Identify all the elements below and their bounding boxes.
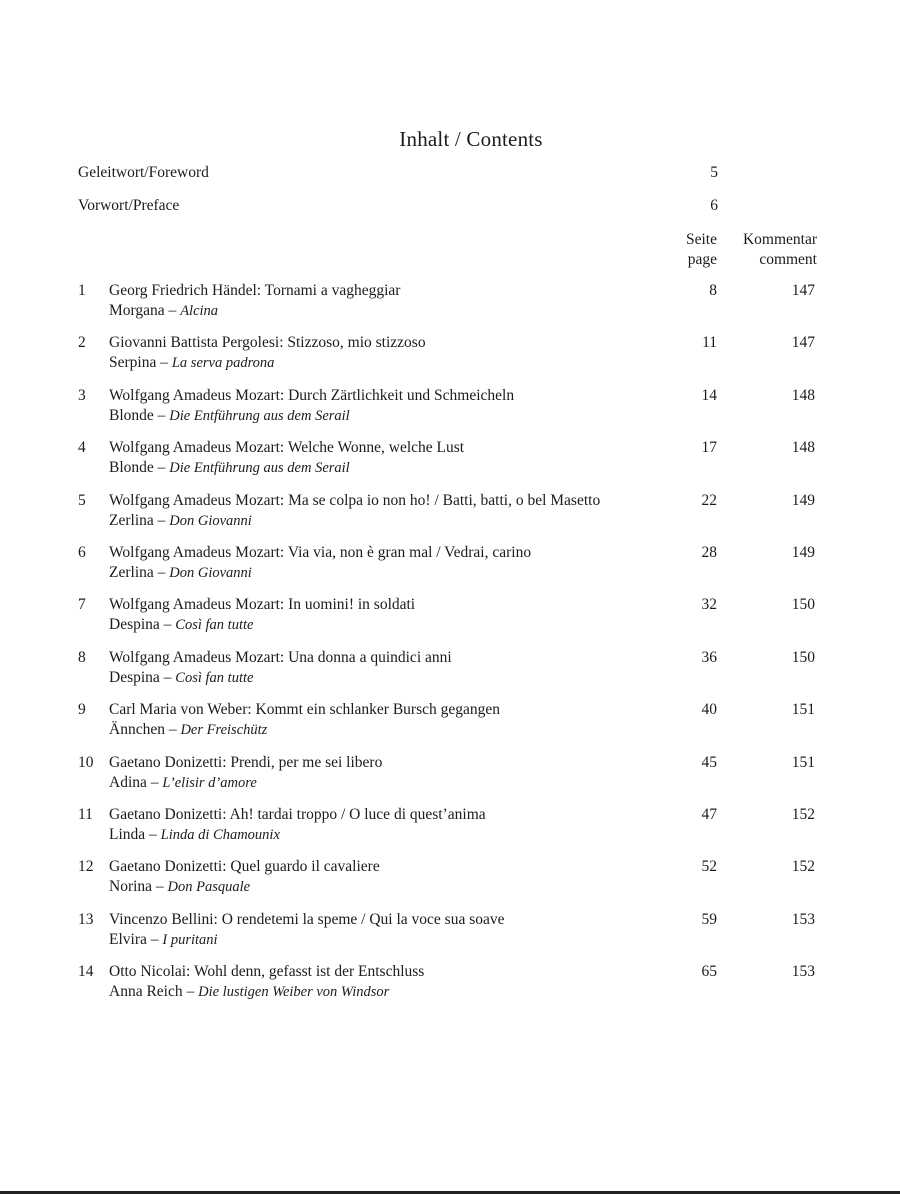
- entry-title: Vincenzo Bellini: O rendetemi la speme / Qui la voce sua soave: [109, 910, 505, 928]
- list-item: [0, 911, 900, 955]
- entry-number: 14: [78, 963, 94, 981]
- list-item: [0, 334, 900, 378]
- entry-role-line: [109, 721, 267, 739]
- list-item: [0, 858, 900, 902]
- entry-role: Zerlina –: [109, 511, 170, 529]
- entry-page: 11: [702, 334, 717, 352]
- entry-number: 8: [78, 648, 86, 666]
- entry-work: Don Pasquale: [167, 879, 251, 896]
- entry-role: Adina –: [109, 773, 163, 791]
- entry-comment-page: 148: [791, 386, 815, 404]
- entry-number: 1: [78, 282, 86, 299]
- entry-page: 59: [701, 910, 717, 928]
- entry-role-line: [109, 878, 250, 896]
- front-matter-page: 5: [710, 164, 718, 181]
- list-item: [0, 387, 900, 431]
- entry-role: Despina –: [109, 668, 176, 686]
- entry-title: Georg Friedrich Händel: Tornami a vagheggiar: [109, 282, 401, 299]
- entry-page: 36: [701, 648, 717, 666]
- entry-title: Gaetano Donizetti: Quel guardo il cavaliere: [109, 858, 380, 876]
- entry-title: Wolfgang Amadeus Mozart: Via via, non è gran mal / Vedrai, carino: [109, 544, 532, 561]
- entry-work: Don Giovanni: [169, 565, 252, 581]
- entry-page: 17: [701, 439, 717, 457]
- entry-comment-page: 147: [791, 334, 815, 352]
- list-item: [0, 754, 900, 798]
- entry-title: Giovanni Battista Pergolesi: Stizzoso, mio stizzoso: [109, 334, 426, 352]
- entry-comment-page: 149: [791, 544, 815, 561]
- entry-role-line: [109, 616, 253, 634]
- entry-role-line: [109, 354, 274, 372]
- front-matter-preface: [78, 197, 718, 215]
- entry-number: 2: [78, 334, 86, 352]
- column-header-comment-en: comment: [759, 251, 817, 268]
- entry-work: Der Freischütz: [180, 722, 268, 739]
- entry-role-line: [109, 302, 218, 320]
- entry-number: 6: [78, 544, 86, 561]
- entry-work: I puritani: [162, 931, 218, 948]
- entry-role: Norina –: [109, 878, 168, 896]
- entry-comment-page: 149: [791, 491, 815, 509]
- entry-role-line: [109, 983, 389, 1001]
- entry-role: Linda –: [109, 826, 161, 843]
- entry-title: Wolfgang Amadeus Mozart: Ma se colpa io non ho! / Batti, batti, o bel Masetto: [109, 491, 601, 509]
- list-item: [0, 282, 900, 326]
- entry-title: Gaetano Donizetti: Prendi, per me sei libero: [109, 753, 383, 771]
- entry-number: 11: [78, 806, 93, 823]
- entry-title: Otto Nicolai: Wohl denn, gefasst ist der Entschluss: [109, 963, 425, 981]
- entry-page: 32: [701, 596, 717, 614]
- entry-role: Elvira –: [109, 930, 163, 948]
- entry-page: 28: [701, 544, 717, 561]
- entry-comment-page: 152: [791, 858, 815, 876]
- entry-comment-page: 151: [791, 753, 815, 771]
- list-item: [0, 596, 900, 640]
- entry-role-line: [109, 459, 350, 477]
- entry-comment-page: 151: [791, 701, 815, 719]
- entry-page: 14: [701, 386, 717, 404]
- entry-role-line: [109, 669, 253, 687]
- entry-work: Linda di Chamounix: [160, 827, 280, 843]
- entry-title: Gaetano Donizetti: Ah! tardai troppo / O luce di quest’anima: [109, 806, 486, 823]
- entry-title: Wolfgang Amadeus Mozart: In uomini! in soldati: [109, 596, 416, 614]
- list-item: [0, 806, 900, 850]
- entry-work: Così fan tutte: [175, 617, 254, 634]
- entry-work: Die Entführung aus dem Serail: [169, 407, 350, 424]
- entry-number: 7: [78, 596, 86, 614]
- entry-role-line: [109, 931, 218, 949]
- list-item: [0, 701, 900, 745]
- entry-role-line: [109, 826, 280, 844]
- entry-comment-page: 153: [791, 910, 815, 928]
- entry-page: 65: [701, 963, 717, 981]
- entry-number: 4: [78, 439, 86, 457]
- entry-number: 12: [78, 858, 94, 876]
- front-matter-label: Vorwort/Preface: [78, 197, 180, 214]
- front-matter-label: Geleitwort/Foreword: [78, 164, 209, 181]
- entry-title: Wolfgang Amadeus Mozart: Una donna a quindici anni: [109, 648, 452, 666]
- entry-role: Ännchen –: [109, 721, 181, 739]
- entry-comment-page: 147: [791, 282, 815, 299]
- entry-role: Anna Reich –: [109, 983, 199, 1001]
- entry-number: 5: [78, 491, 86, 509]
- entry-work: Così fan tutte: [175, 669, 254, 686]
- column-header-page-en: page: [687, 251, 717, 268]
- entry-page: 47: [701, 806, 717, 823]
- entry-number: 10: [78, 753, 94, 771]
- entry-title: Wolfgang Amadeus Mozart: Welche Wonne, welche Lust: [109, 439, 465, 457]
- entry-role: Despina –: [109, 616, 176, 634]
- entry-page: 52: [701, 858, 717, 876]
- front-matter-page: 6: [710, 197, 718, 214]
- entry-number: 3: [78, 386, 86, 404]
- entry-role: Zerlina –: [109, 564, 170, 581]
- entry-work: Alcina: [180, 303, 219, 319]
- entry-role-line: [109, 407, 350, 425]
- entry-role: Blonde –: [109, 459, 170, 477]
- entry-page: 8: [709, 282, 717, 299]
- list-item: [0, 963, 900, 1007]
- entry-role-line: [109, 774, 257, 792]
- entry-number: 9: [78, 701, 86, 719]
- column-header-kommentar: Kommentar: [742, 231, 817, 248]
- entry-page: 22: [701, 491, 717, 509]
- column-header-page: [660, 230, 717, 270]
- entry-work: Don Giovanni: [169, 512, 252, 529]
- page-title: Inhalt / Contents: [399, 127, 543, 151]
- entry-role: Morgana –: [109, 302, 181, 319]
- entry-work: La serva padrona: [171, 355, 275, 372]
- entry-comment-page: 153: [791, 963, 815, 981]
- entry-page: 45: [701, 753, 717, 771]
- list-item: [0, 492, 900, 536]
- column-header-comment: [720, 230, 817, 270]
- entry-title: Carl Maria von Weber: Kommt ein schlanker Bursch gegangen: [109, 701, 501, 719]
- entry-comment-page: 152: [791, 806, 815, 823]
- list-item: [0, 649, 900, 693]
- entry-work: Die Entführung aus dem Serail: [169, 460, 350, 477]
- entry-comment-page: 148: [791, 439, 815, 457]
- entry-role-line: [109, 512, 252, 530]
- entry-page: 40: [701, 701, 717, 719]
- column-header-seite: Seite: [686, 231, 717, 248]
- entry-comment-page: 150: [791, 648, 815, 666]
- entry-role-line: [109, 564, 252, 582]
- entry-work: Die lustigen Weiber von Windsor: [198, 984, 390, 1001]
- front-matter-foreword: [78, 164, 718, 182]
- entry-role: Serpina –: [109, 354, 172, 372]
- list-item: [0, 439, 900, 483]
- entry-work: L’elisir d’amore: [162, 774, 257, 791]
- entry-number: 13: [78, 910, 94, 928]
- list-item: [0, 544, 900, 588]
- entry-comment-page: 150: [791, 596, 815, 614]
- entry-title: Wolfgang Amadeus Mozart: Durch Zärtlichkeit und Schmeicheln: [109, 386, 515, 404]
- entry-role: Blonde –: [109, 406, 170, 424]
